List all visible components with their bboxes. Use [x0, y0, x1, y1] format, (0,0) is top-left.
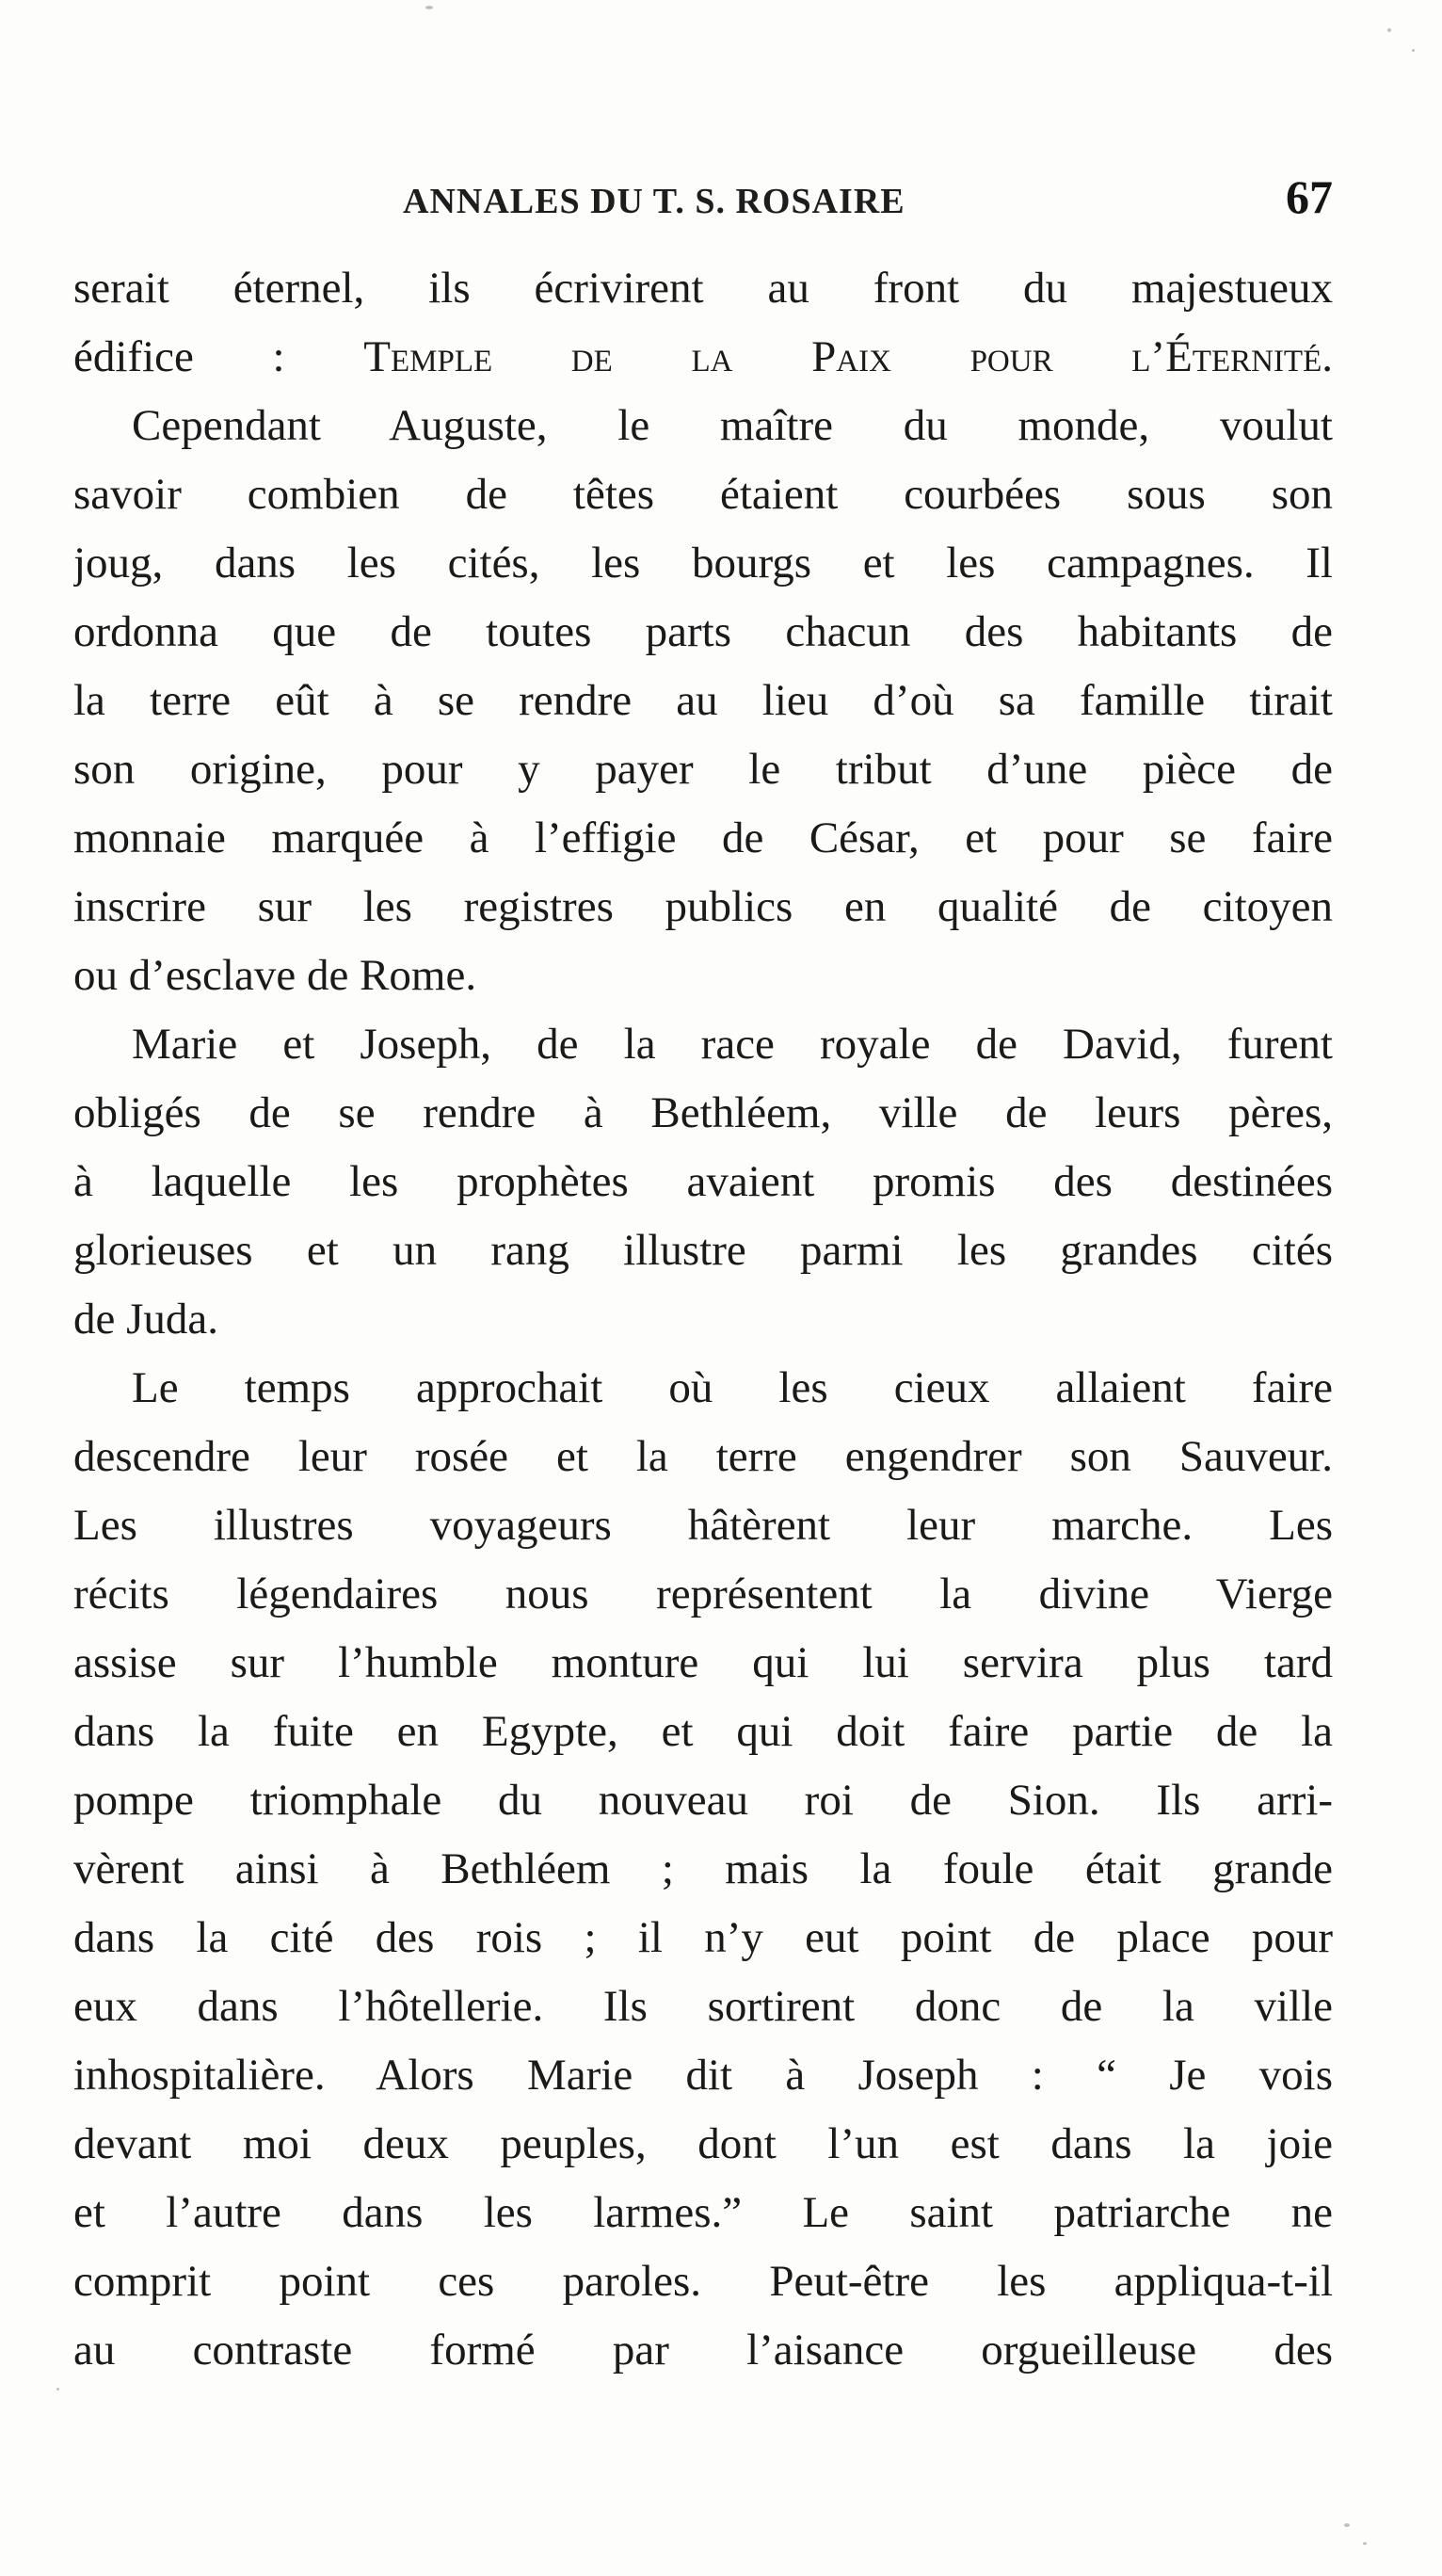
text-line-5: joug, dans les cités, les bourgs et les campagnes. Il: [73, 539, 1333, 588]
scan-speck: [56, 2388, 59, 2391]
text-line-22: dans la fuite en Egypte, et qui doit faire partie de la: [73, 1707, 1333, 1756]
text-line-27: inhospitalière. Alors Marie dit à Joseph : “ Je vois: [73, 2051, 1333, 2100]
text-line-28: devant moi deux peuples, dont l’un est dans la joie: [73, 2119, 1333, 2168]
text-line-17: Le temps approchait où les cieux allaient faire: [132, 1363, 1333, 1412]
text-line-26: eux dans l’hôtellerie. Ils sortirent donc de la ville: [73, 1982, 1333, 2031]
text-line-2-lead: édifice :: [73, 332, 364, 381]
scan-speck: [1412, 49, 1415, 52]
text-line-11: ou d’esclave de Rome.: [73, 951, 477, 1000]
text-line-24: vèrent ainsi à Bethléem ; mais la foule était grande: [73, 1844, 1333, 1893]
text-line-15: glorieuses et un rang illustre parmi les grandes cités: [73, 1226, 1333, 1275]
body-text: [73, 254, 1333, 2385]
text-line-2: [73, 323, 1333, 392]
text-line-4: savoir combien de têtes étaient courbées sous son: [73, 470, 1333, 519]
text-line-21: assise sur l’humble monture qui lui servira plus tard: [73, 1638, 1333, 1687]
running-header: [73, 169, 1333, 235]
text-line-10: inscrire sur les registres publics en qualité de citoyen: [73, 882, 1333, 931]
scan-speck: [1363, 2542, 1367, 2545]
text-line-6: ordonna que de toutes parts chacun des habitants de: [73, 607, 1333, 656]
text-line-29: et l’autre dans les larmes.” Le saint patriarche ne: [73, 2188, 1333, 2237]
temple-inscription: Temple de la Paix pour l’Éternité.: [363, 332, 1333, 381]
text-line-16: de Juda.: [73, 1295, 219, 1344]
text-line-31: au contraste formé par l’aisance orgueilleuse des: [73, 2326, 1333, 2375]
running-title: ANNALES DU T. S. ROSAIRE: [403, 182, 905, 221]
scan-speck: [425, 6, 433, 9]
text-line-23: pompe triomphale du nouveau roi de Sion. Ils arri-: [73, 1776, 1333, 1825]
text-line-20: récits légendaires nous représentent la divine Vierge: [73, 1570, 1333, 1618]
page-number: 67: [1286, 170, 1333, 223]
text-line-19: Les illustres voyageurs hâtèrent leur marche. Les: [73, 1501, 1333, 1550]
scan-speck: [1387, 28, 1391, 32]
text-line-8: son origine, pour y payer le tribut d’une pièce de: [73, 745, 1333, 794]
text-line-25: dans la cité des rois ; il n’y eut point de place pour: [73, 1913, 1333, 1962]
text-line-12: Marie et Joseph, de la race royale de David, furent: [132, 1020, 1333, 1069]
text-line-14: à laquelle les prophètes avaient promis des destinées: [73, 1157, 1333, 1206]
text-line-13: obligés de se rendre à Bethléem, ville de leurs pères,: [73, 1088, 1333, 1137]
scan-speck: [1344, 2523, 1350, 2527]
text-line-30: comprit point ces paroles. Peut-être les appliqua-t-il: [73, 2257, 1333, 2306]
text-line-7: la terre eût à se rendre au lieu d’où sa famille tirait: [73, 676, 1333, 725]
text-line-9: monnaie marquée à l’effigie de César, et pour se faire: [73, 813, 1333, 862]
text-line-1: serait éternel, ils écrivirent au front du majestueux: [73, 264, 1333, 313]
text-line-3: Cependant Auguste, le maître du monde, voulut: [132, 401, 1333, 450]
text-line-18: descendre leur rosée et la terre engendrer son Sauveur.: [73, 1432, 1333, 1481]
